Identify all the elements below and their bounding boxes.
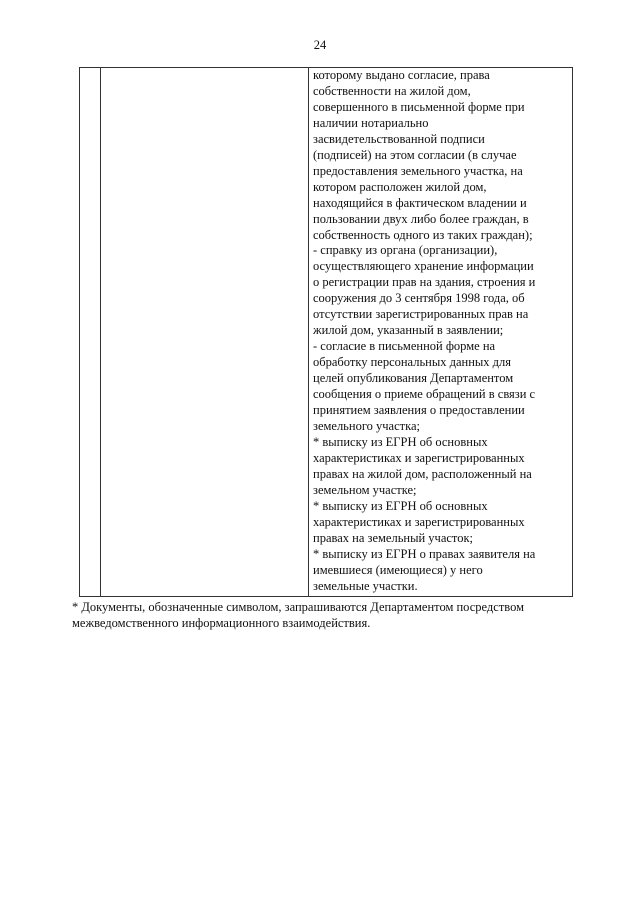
cell-text-line: земельного участка; — [313, 418, 421, 433]
cell-text-line: земельном участке; — [313, 482, 417, 497]
cell-text-line: котором расположен жилой дом, — [313, 179, 487, 194]
cell-text-line: принятием заявления о предоставлении — [313, 403, 525, 418]
cell-text-line: предоставления земельного участка, на — [313, 163, 523, 178]
cell-text-line: характеристиках и зарегистрированных — [313, 514, 525, 529]
cell-text-line: сообщения о приеме обращений в связи с — [313, 387, 536, 402]
cell-text-line: собственности на жилой дом, — [313, 83, 471, 98]
page-number: 24 — [313, 38, 327, 52]
cell-text-line: засвидетельствованной подписи — [313, 131, 485, 146]
cell-text-line: * выписку из ЕГРН об основных — [313, 498, 488, 513]
cell-text-line: правах на земельный участок; — [313, 530, 474, 545]
cell-text-line: сооружения до 3 сентября 1998 года, об — [313, 291, 525, 306]
cell-text-line: характеристиках и зарегистрированных — [313, 450, 525, 465]
cell-text-line: - справку из органа (организации), — [313, 243, 498, 258]
documents-table — [79, 67, 573, 597]
cell-text-line: которому выдано согласие, права — [313, 68, 490, 82]
footnote-line: * Документы, обозначенные символом, запрашиваются Департаментом посредством — [72, 600, 525, 614]
cell-text-line: имевшиеся (имеющиеся) у него — [313, 562, 483, 577]
cell-text-line: о регистрации прав на здания, строения и — [313, 275, 536, 290]
cell-text-line: * выписку из ЕГРН о правах заявителя на — [313, 546, 536, 561]
cell-text-line: (подписей) на этом согласии (в случае — [313, 147, 517, 162]
cell-text-line: находящийся в фактическом владении и — [313, 195, 527, 210]
cell-text-line: совершенного в письменной форме при — [313, 99, 525, 114]
cell-text-line: жилой дом, указанный в заявлении; — [313, 323, 504, 338]
cell-text-line: правах на жилой дом, расположенный на — [313, 466, 532, 481]
cell-text-line: осуществляющего хранение информации — [313, 259, 534, 274]
column-divider — [308, 68, 309, 596]
cell-text-line: пользовании двух либо более граждан, в — [313, 211, 529, 226]
cell-text-line: целей опубликования Департаментом — [313, 371, 514, 386]
cell-text-line: отсутствии зарегистрированных прав на — [313, 307, 529, 322]
cell-text-line: * выписку из ЕГРН об основных — [313, 434, 488, 449]
column-divider — [100, 68, 101, 596]
footnote-line: межведомственного информационного взаимодействия. — [72, 616, 371, 630]
documents-cell — [313, 68, 575, 594]
cell-text-line: наличии нотариально — [313, 115, 429, 130]
footnote — [72, 599, 592, 631]
cell-text-line: обработку персональных данных для — [313, 355, 512, 370]
cell-text-line: земельные участки. — [313, 578, 418, 593]
cell-text-line: собственность одного из таких граждан); — [313, 227, 533, 242]
cell-text-line: - согласие в письменной форме на — [313, 339, 496, 354]
